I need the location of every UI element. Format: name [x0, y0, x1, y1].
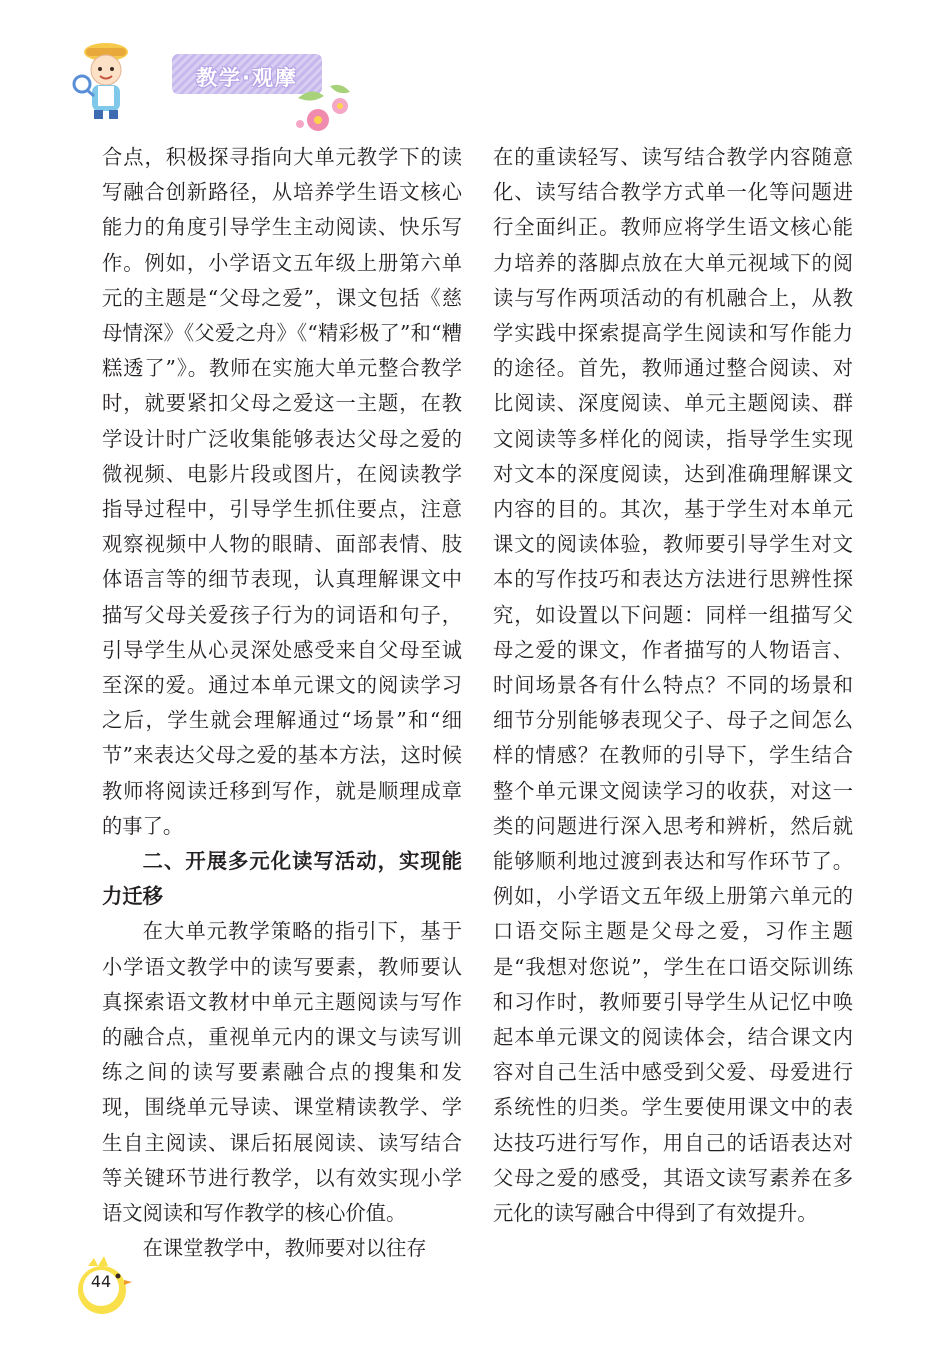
paragraph: 合点，积极探寻指向大单元教学下的读写融合创新路径，从培养学生语文核心能力的角度引导学生主动阅读、快乐写作。例如，小学语文五年级上册第六单元的主题是“父母之爱”，课文包括《慈母情深》《父爱之舟》《“精彩极了”和“糟糕透了”》。教师在实施大单元整合教学时，就要紧扣父母之爱这一主题，在教学设计时广泛收集能够表达父母之爱的微视频、电影片段或图片，在阅读教学指导过程中，引导学生抓住要点，注意观察视频中人物的眼睛、面部表情、肢体语言等的细节表现，认真理解课文中描写父母关爱孩子行为的词语和句子，引导学生从心灵深处感受来自父母至诚至深的爱。通过本单元课文的阅读学习之后，学生就会理解通过“场景”和“细节”来表达父母之爱的基本方法，这时候教师将阅读迁移到写作，就是顺理成章的事了。 [102, 145, 462, 838]
section-header [60, 40, 320, 120]
flower-decoration [290, 80, 360, 140]
paragraph: 在大单元教学策略的指引下，基于小学语文教学中的读写要素，教师要认真探索语文教材中单元主题阅读与写作的融合点，重视单元内的课文与读写训练之间的读写要素融合点的搜集和发现，围绕单元导读、课堂精读教学、学生自主阅读、课后拓展阅读、读写结合等关键环节进行教学，以有效实现小学语文阅读和写作教学的核心价值。 [102, 919, 462, 1226]
page-number-badge [68, 1254, 138, 1316]
paragraph: 在的重读轻写、读写结合教学内容随意化、读写结合教学方式单一化等问题进行全面纠正。教师应将学生语文核心能力培养的落脚点放在大单元视域下的阅读与写作两项活动的有机融合上，从教学实践中探索提高学生阅读和写作能力的途径。首先，教师通过整合阅读、对比阅读、深度阅读、单元主题阅读、群文阅读等多样化的阅读，指导学生实现对文本的深度阅读，达到准确理解课文内容的目的。其次，基于学生对本单元课文的阅读体验，教师要引导学生对文本的写作技巧和表达方法进行思辨性探究，如设置以下问题：同样一组描写父母之爱的课文，作者描写的人物语言、时间场景各有什么特点？不同的场景和细节分别能够表现父子、母子之间怎么样的情感？在教师的引导下，学生结合整个单元课文阅读学习的收获，对这一类的问题进行深入思考和辨析，然后就能够顺利地过渡到表达和写作环节了。例如，小学语文五年级上册第六单元的口语交际主题是父母之爱，习作主题是“我想对您说”，学生在口语交际训练和习作时，教师要引导学生从记忆中唤起本单元课文的阅读体会，结合课文内容对自己生活中感受到父爱、母爱进行系统性的归类。学生要使用课文中的表达技巧进行写作，用自己的话语表达对父母之爱的感受，其语文读写素养在多元化的读写融合中得到了有效提升。 [493, 145, 853, 1226]
left-column [102, 140, 462, 1267]
page-number: 44 [90, 1272, 112, 1291]
paragraph: 在课堂教学中，教师要对以往存 [142, 1236, 427, 1261]
section-label: 教学·观摩 [196, 66, 298, 90]
section-heading: 二、开展多元化读写活动，实现能力迁移 [102, 849, 462, 909]
mascot-illustration [70, 40, 142, 120]
right-column [493, 140, 853, 1231]
